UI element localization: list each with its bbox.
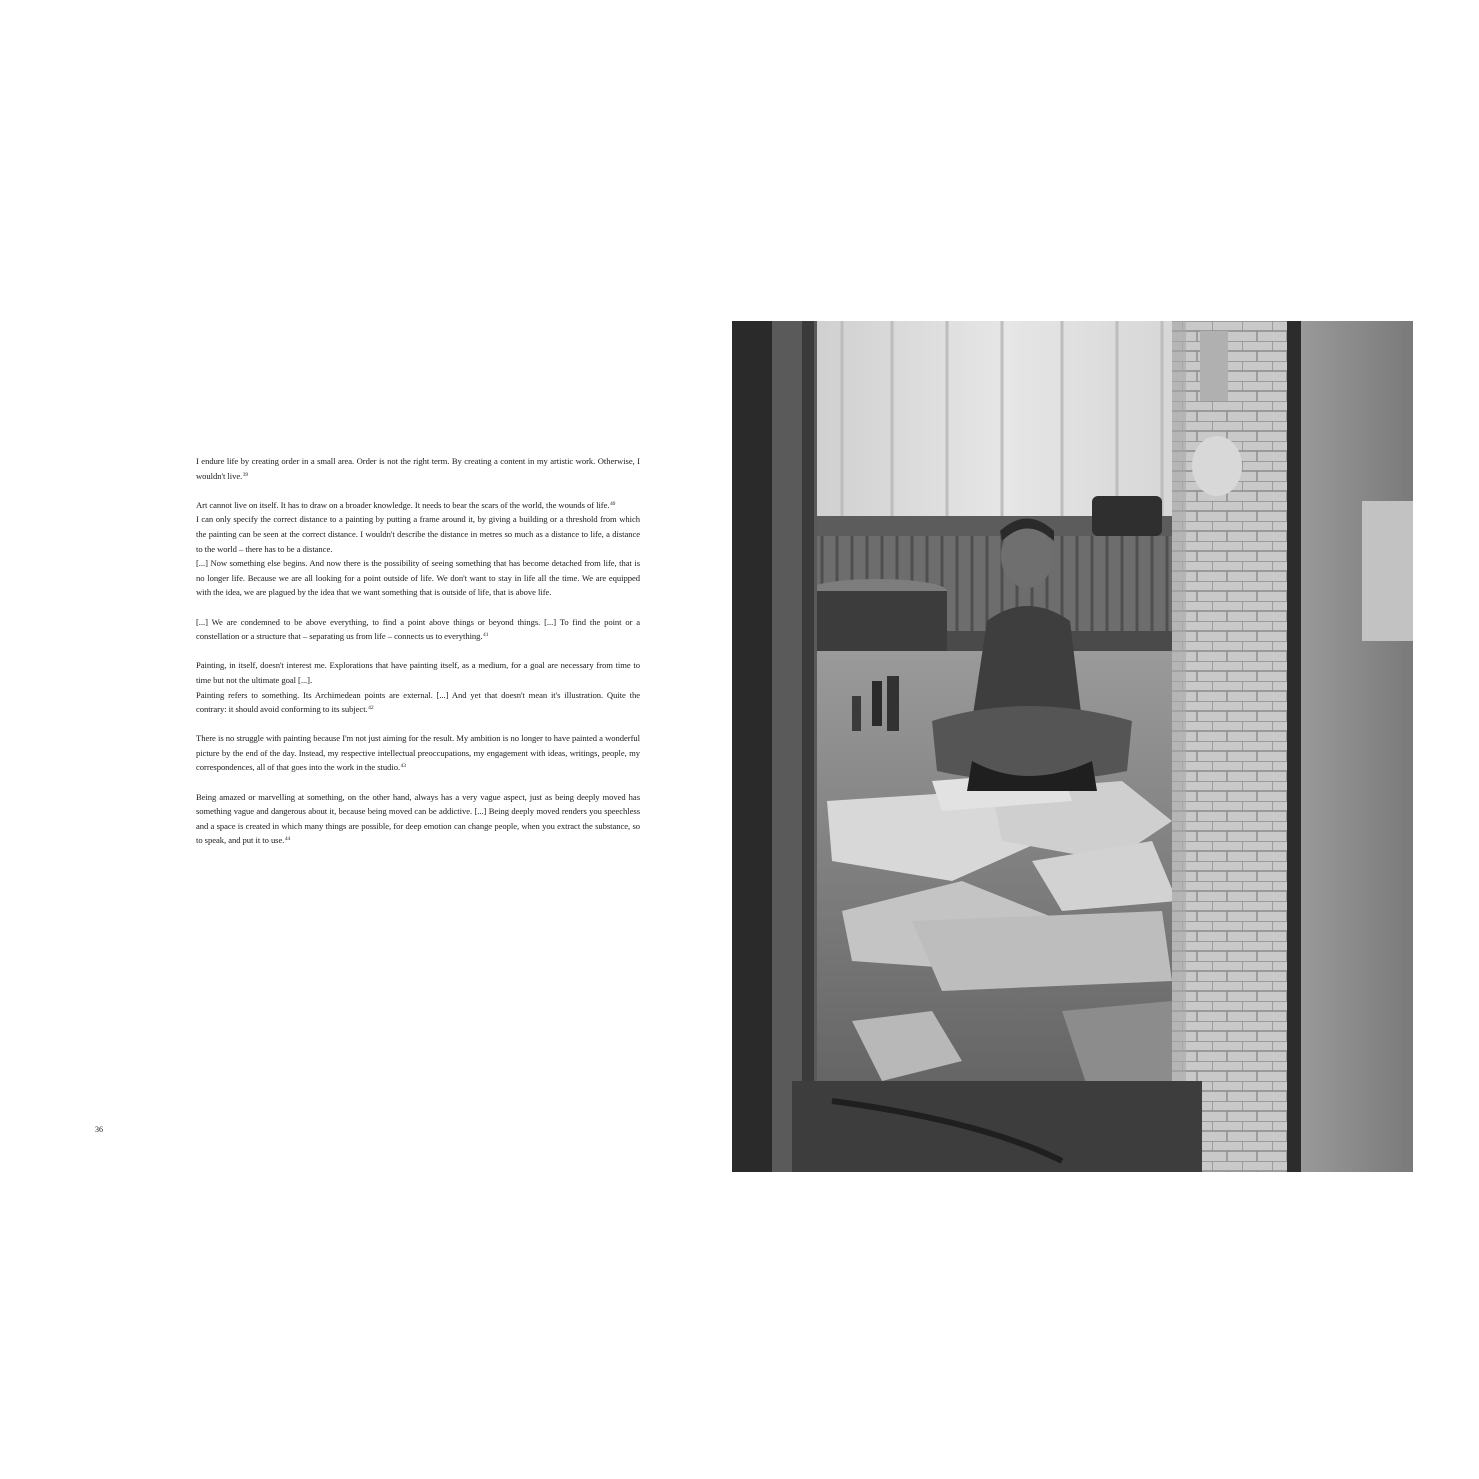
paragraph [196,512,640,556]
footnote-marker: 43 [400,763,406,770]
paragraph [196,790,640,848]
paragraph [196,498,640,513]
studio-photograph [732,321,1413,1172]
page-number: 36 [95,1125,103,1134]
footnote-marker: 44 [284,836,291,843]
photograph-illustration [732,321,1413,1172]
paragraph-text: I can only specify the correct distance to a painting by putting a frame around it, by giving a building or a threshold from which the painting can be seen at the correct distance. I wouldn't describe the distance in metres so much as a distance to life, a distance to the world – there has to be a distance. [196,514,640,554]
paragraph [196,658,640,687]
footnote-marker: 42 [368,705,374,712]
paragraph [196,615,640,644]
paragraph-text: There is no struggle with painting because I'm not just aiming for the result. My ambition is no longer to have painted a wonderful picture by the end of the day. Instead, my respective intellectual preoccupations, my engagement with ideas, writings, people, my correspondences, all of that goes into the work in the studio. [196,733,640,773]
footnote-marker: 40 [609,500,616,507]
paragraph-text: I endure life by creating order in a small area. Order is not the right term. By creating a content in my artistic work. Otherwise, I wouldn't live. [196,456,640,481]
paragraph-text: Painting refers to something. Its Archimedean points are external. [...] And yet that doesn't mean it's illustration. Quite the contrary: it should avoid conforming to its subject. [196,689,640,715]
footnote-marker: 41 [483,632,489,639]
footnote-marker: 39 [242,471,249,478]
paragraph [196,556,640,600]
paragraph-text: Painting, in itself, doesn't interest me. Explorations that have painting itself, as a medium, for a goal are necessary from time to time but not the ultimate goal [...]. [196,660,640,685]
paragraph [196,454,640,483]
paragraph [196,688,640,717]
paragraph-text: [...] We are condemned to be above everything, to find a point above things or beyond things. [...] To find the point or a constellation or a structure that – separating us from life – connects us to everything. [196,616,640,642]
paragraph-text: [...] Now something else begins. And now there is the possibility of seeing something that has become detached from life, that is no longer life. Because we are all looking for a point outside of life. We don't want to stay in life all the time. We are equipped with the idea, we are plagued by the idea that we want something that is outside of life, that is above life. [196,558,640,598]
text-column [196,454,640,848]
paragraph-text: Art cannot live on itself. It has to draw on a broader knowledge. It needs to bear the scars of the world, the wounds of life. [196,499,610,510]
paragraph-text: Being amazed or marvelling at something, on the other hand, always has a very vague aspect, just as being deeply moved has something vague and dangerous about it, because being moved can be addictive. [...] Being deeply moved renders you speechless and a space is created in which many things are possible, for deep emotion can change people, when you extract the substance, so to speak, and put it to use. [196,791,640,846]
paragraph [196,731,640,775]
